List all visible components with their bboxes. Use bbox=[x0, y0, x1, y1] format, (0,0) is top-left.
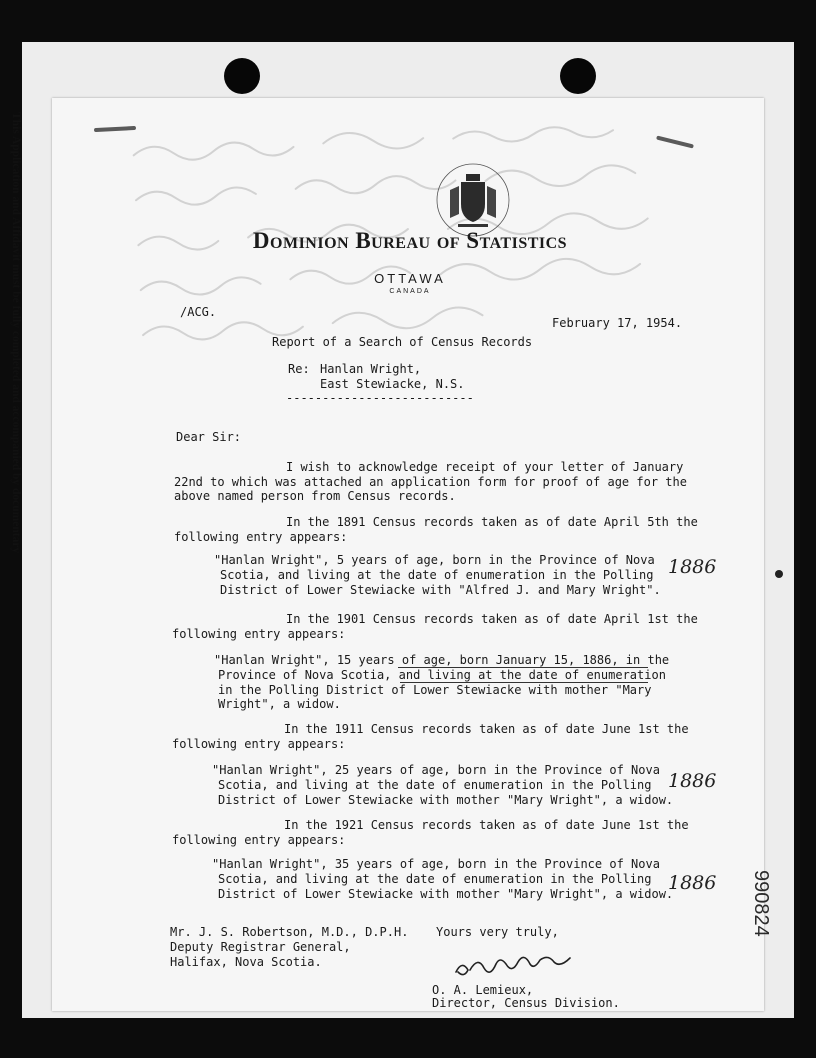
margin-mark bbox=[775, 570, 783, 578]
census-entry: Wright", a widow. bbox=[218, 697, 341, 711]
punch-hole bbox=[224, 58, 260, 94]
census-entry: Scotia, and living at the date of enumeration in the Polling bbox=[218, 778, 652, 792]
side-instruction: This Application and Affidavit must be fully completed and accompanied by documentary bbox=[10, 112, 22, 554]
bureau-title: Dominion Bureau of Statistics bbox=[252, 228, 568, 253]
census-lead: following entry appears: bbox=[172, 627, 346, 641]
census-entry: District of Lower Stewiacke with "Alfred J. and Mary Wright". bbox=[220, 583, 661, 597]
re-name: Hanlan Wright, bbox=[320, 362, 422, 376]
intro-line: above named person from Census records. bbox=[174, 489, 456, 503]
census-lead: following entry appears: bbox=[172, 833, 346, 847]
signature bbox=[452, 954, 582, 982]
census-entry: Province of Nova Scotia, and living at the date of enumeration bbox=[218, 668, 666, 682]
census-entry: in the Polling District of Lower Stewiacke with mother "Mary bbox=[218, 683, 652, 697]
reference-code: /ACG. bbox=[180, 305, 217, 319]
intro-line: 22nd to which was attached an application form for proof of age for the bbox=[174, 475, 687, 489]
re-rule: -------------------------- bbox=[286, 391, 474, 405]
intro-line: I wish to acknowledge receipt of your letter of January bbox=[286, 460, 684, 474]
underline-mark bbox=[400, 682, 648, 683]
country-line: CANADA bbox=[389, 288, 431, 295]
census-entry: Scotia, and living at the date of enumeration in the Polling bbox=[218, 872, 652, 886]
handwritten-year: 1886 bbox=[668, 770, 717, 792]
addressee-line: Mr. J. S. Robertson, M.D., D.P.H. bbox=[170, 925, 409, 939]
re-label: Re: bbox=[288, 362, 310, 376]
signer-name: O. A. Lemieux, bbox=[432, 983, 534, 997]
salutation: Dear Sir: bbox=[176, 430, 242, 444]
letter-date: February 17, 1954. bbox=[552, 316, 683, 330]
addressee-line: Halifax, Nova Scotia. bbox=[170, 955, 322, 969]
document-number: 990824 bbox=[750, 870, 772, 937]
census-entry: "Hanlan Wright", 35 years of age, born in the Province of Nova bbox=[212, 857, 660, 871]
re-place: East Stewiacke, N.S. bbox=[320, 377, 465, 391]
census-lead: In the 1921 Census records taken as of date June 1st the bbox=[284, 818, 689, 832]
census-entry: "Hanlan Wright", 5 years of age, born in the Province of Nova bbox=[214, 553, 655, 567]
handwritten-year: 1886 bbox=[668, 872, 717, 894]
census-entry: District of Lower Stewiacke with mother "Mary Wright", a widow. bbox=[218, 887, 674, 901]
punch-hole bbox=[560, 58, 596, 94]
census-lead: In the 1911 Census records taken as of date June 1st the bbox=[284, 722, 689, 736]
census-entry: "Hanlan Wright", 15 years of age, born January 15, 1886, in the bbox=[214, 653, 670, 667]
signer-title: Director, Census Division. bbox=[432, 996, 620, 1010]
census-lead: following entry appears: bbox=[174, 530, 348, 544]
census-entry: District of Lower Stewiacke with mother "Mary Wright", a widow. bbox=[218, 793, 674, 807]
census-entry: "Hanlan Wright", 25 years of age, born in the Province of Nova bbox=[212, 763, 660, 777]
census-entry: Scotia, and living at the date of enumeration in the Polling bbox=[220, 568, 654, 582]
underline-mark bbox=[398, 667, 648, 668]
closing: Yours very truly, bbox=[436, 925, 559, 939]
census-lead: In the 1891 Census records taken as of date April 5th the bbox=[286, 515, 698, 529]
census-lead: In the 1901 Census records taken as of date April 1st the bbox=[286, 612, 698, 626]
census-lead: following entry appears: bbox=[172, 737, 346, 751]
city-line: OTTAWA bbox=[374, 271, 446, 286]
handwritten-year: 1886 bbox=[668, 556, 717, 578]
addressee-line: Deputy Registrar General, bbox=[170, 940, 351, 954]
subject-line: Report of a Search of Census Records bbox=[272, 335, 533, 349]
